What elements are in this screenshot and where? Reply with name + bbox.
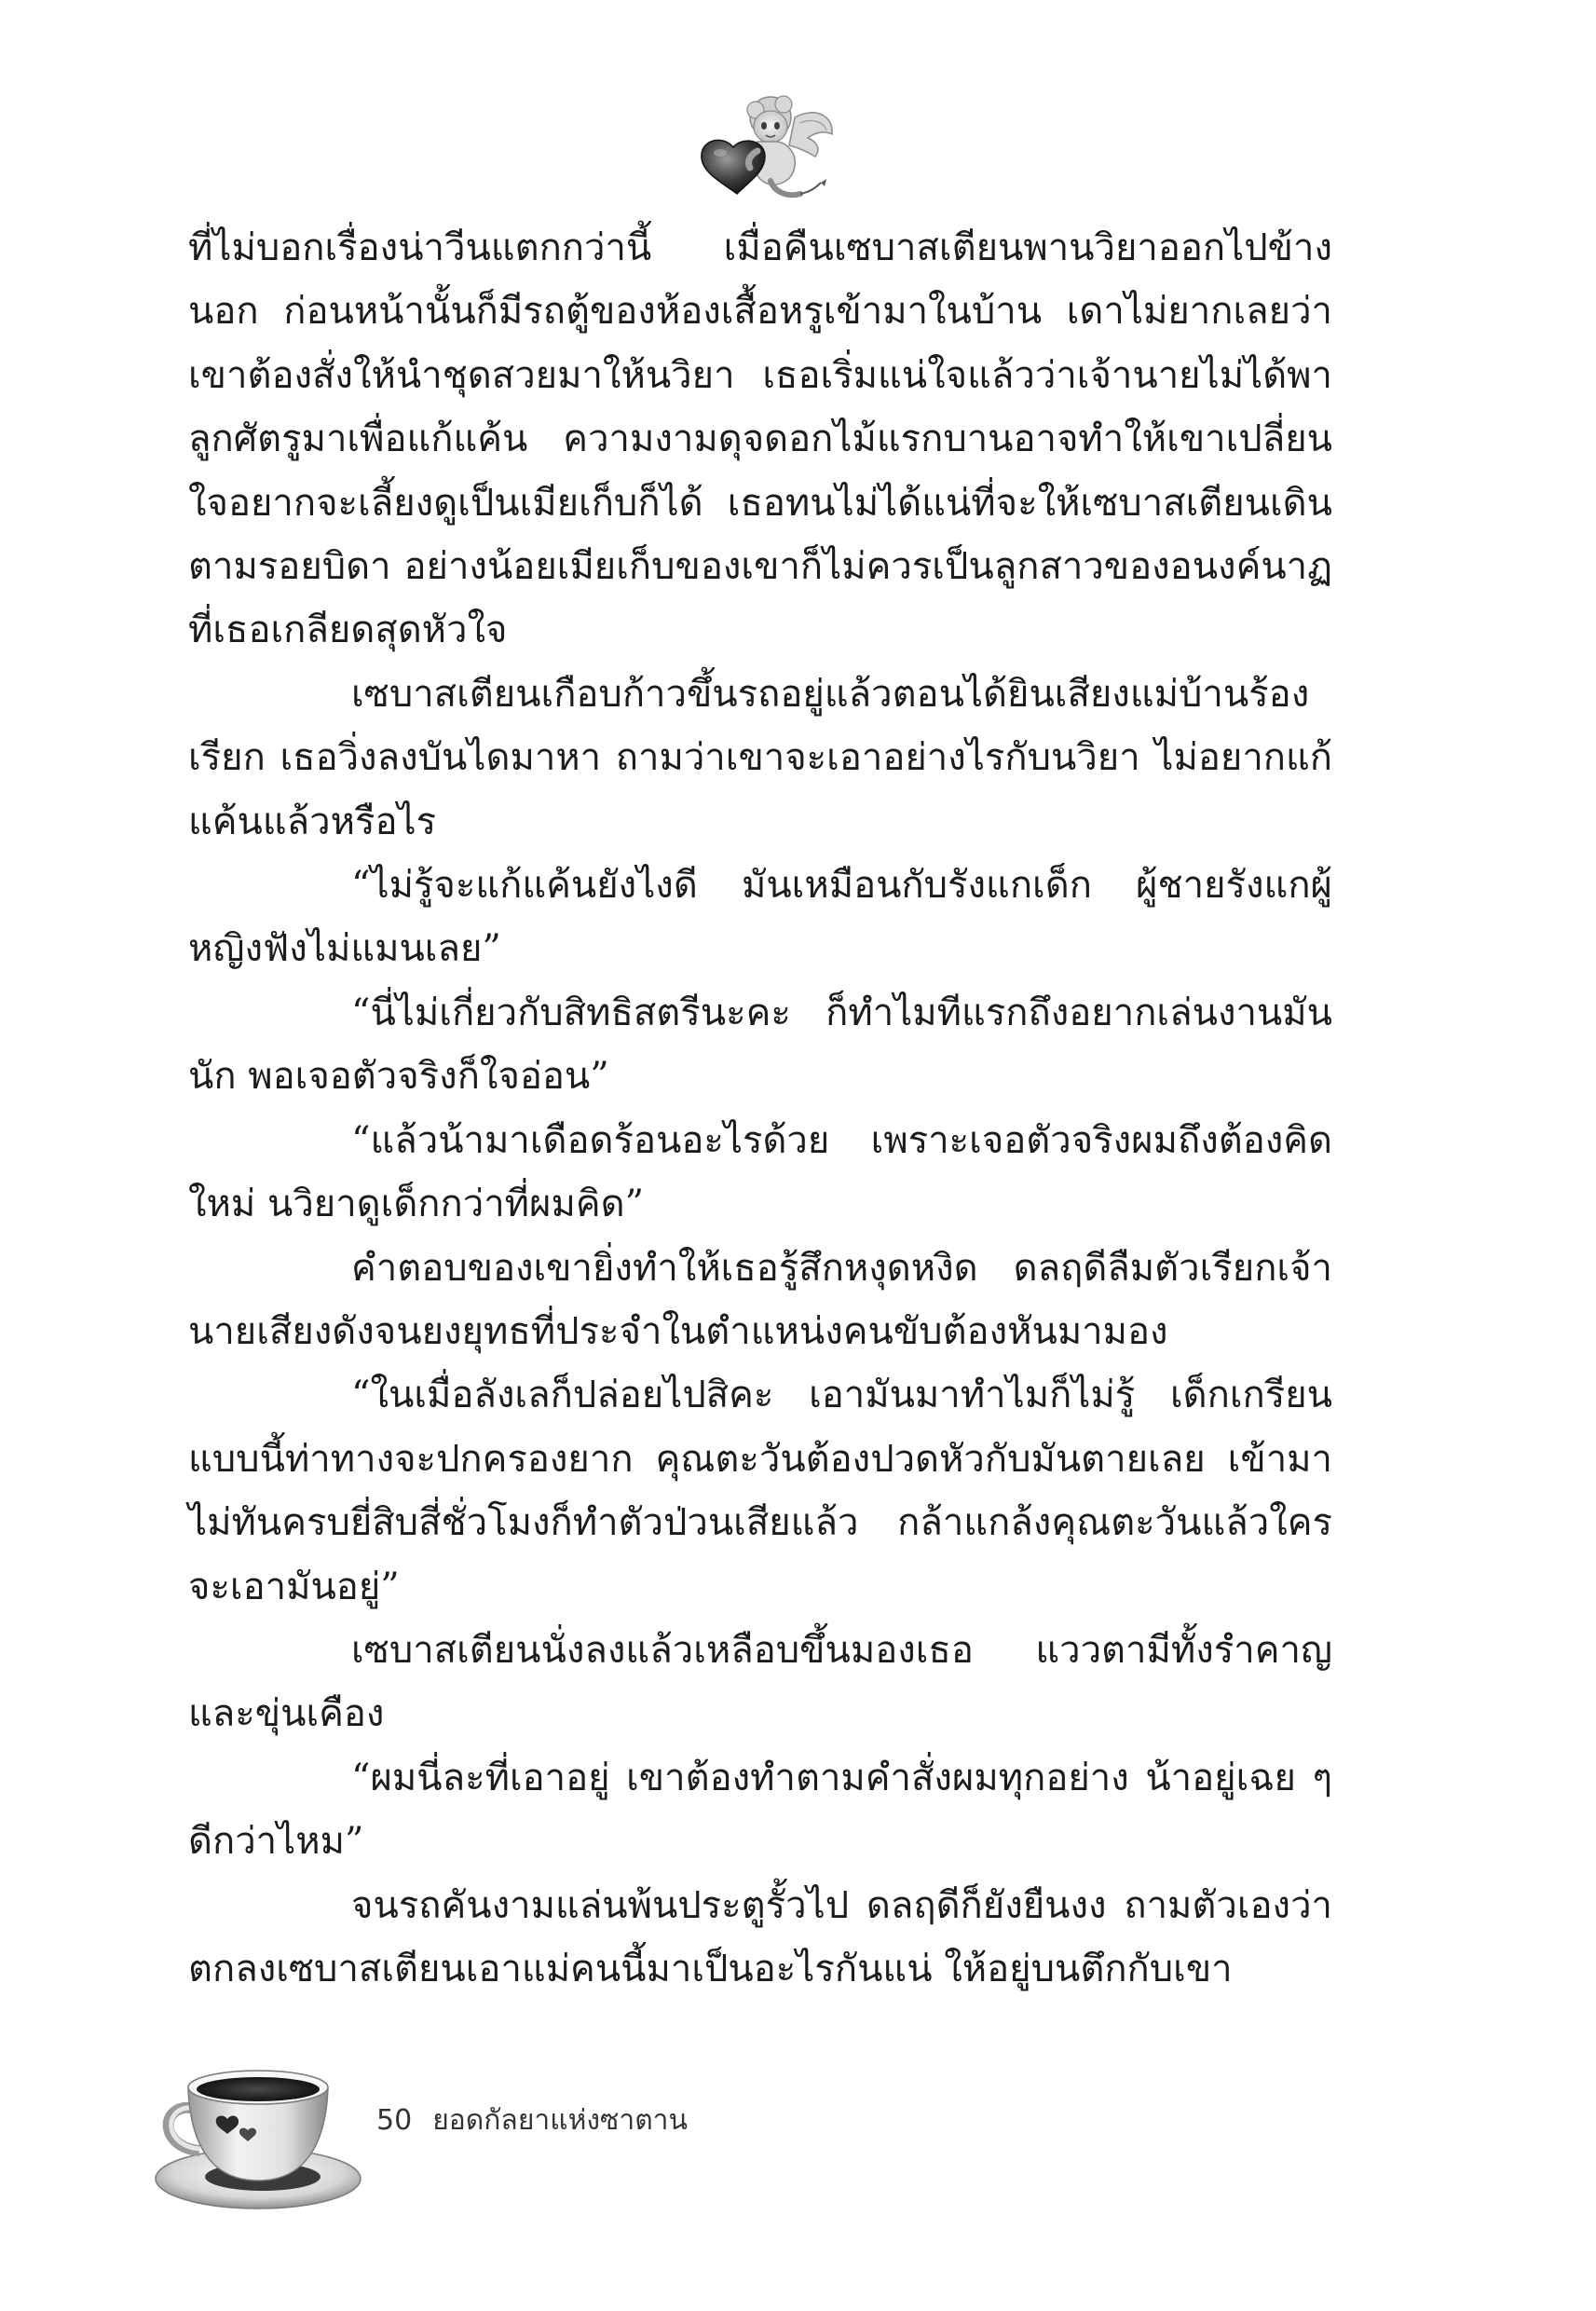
paragraph: คำตอบของเขายิ่งทำให้เธอรู้สึกหงุดหงิด ดลฤดีลืมตัวเรียกเจ้านายเสียงดังจนยงยุทธที่ประจำในตำแหน่งคนขับต้องหันมามอง: [188, 1246, 1332, 1353]
main-text: [188, 216, 1332, 2001]
cupid-heart-icon: [685, 89, 843, 206]
dialogue-paragraph: “ผมนี่ละที่เอาอยู่ เขาต้องทำตามคำสั่งผมทุกอย่าง น้าอยู่เฉย ๆ ดีกว่าไหม”: [188, 1756, 1332, 1864]
dialogue-paragraph: “นี่ไม่เกี่ยวกับสิทธิสตรีนะคะ ก็ทำไมทีแรกถึงอยากเล่นงานมันนัก พอเจอตัวจริงก็ใจอ่อน”: [188, 991, 1332, 1099]
book-title: ยอดกัลยาแห่งซาตาน: [432, 2104, 689, 2137]
dialogue-paragraph: “ในเมื่อลังเลก็ปล่อยไปสิคะ เอามันมาทำไมก็ไม่รู้ เด็กเกรียนแบบนี้ท่าทางจะปกครองยาก คุณตะวันต้องปวดหัวกับมันตายเลย เข้ามาไม่ทันครบยี่สิบสี่ชั่วโมงก็ทำตัวป่วนเสียแล้ว กล้าแกล้งคุณตะวันแล้วใครจะเอามันอยู่”: [188, 1374, 1332, 1608]
paragraph: จนรถคันงามแล่นพ้นประตูรั้วไป ดลฤดีก็ยังยืนงง ถามตัวเองว่าตกลงเซบาสเตียนเอาแม่คนนี้มาเป็นอะไรกันแน่ ให้อยู่บนตึกกับเขา: [188, 1883, 1332, 1990]
paragraph: เซบาสเตียนเกือบก้าวขึ้นรถอยู่แล้วตอนได้ยินเสียงแม่บ้านร้องเรียก เธอวิ่งลงบันไดมาหา ถามว่าเขาจะเอาอย่างไรกับนวิยา ไม่อยากแก้แค้นแล้วหรือไร: [188, 672, 1332, 843]
page-number: 50: [376, 2104, 413, 2137]
paragraph: ที่ไม่บอกเรื่องน่าวีนแตกกว่านี้ เมื่อคืนเซบาสเตียนพานวิยาออกไปข้างนอก ก่อนหน้านั้นก็มีรถตู้ของห้องเสื้อหรูเข้ามาในบ้าน เดาไม่ยากเลยว่าเขาต้องสั่งให้นำชุดสวยมาให้นวิยา เธอเริ่มแน่ใจแล้วว่าเจ้านายไม่ได้พาลูกศัตรูมาเพื่อแก้แค้น ความงามดุจดอกไม้แรกบานอาจทำให้เขาเปลี่ยนใจอยากจะเลี้ยงดูเป็นเมียเก็บก็ได้ เธอทนไม่ได้แน่ที่จะให้เซบาสเตียนเดินตามรอยบิดา อย่างน้อยเมียเก็บของเขาก็ไม่ควรเป็นลูกสาวของอนงค์นาฏที่เธอเกลียดสุดหัวใจ: [188, 226, 1332, 652]
paragraph: เซบาสเตียนนั่งลงแล้วเหลือบขึ้นมองเธอ แววตามีทั้งรำคาญและขุ่นเคือง: [188, 1628, 1332, 1736]
page-footer: [376, 2099, 688, 2142]
dialogue-paragraph: “แล้วน้ามาเดือดร้อนอะไรด้วย เพราะเจอตัวจริงผมถึงต้องคิดใหม่ นวิยาดูเด็กกว่าที่ผมคิด”: [188, 1118, 1332, 1226]
dialogue-paragraph: “ไม่รู้จะแก้แค้นยังไงดี มันเหมือนกับรังแกเด็ก ผู้ชายรังแกผู้หญิงฟังไม่แมนเลย”: [188, 864, 1332, 971]
coffee-cup-icon: [151, 2050, 365, 2213]
